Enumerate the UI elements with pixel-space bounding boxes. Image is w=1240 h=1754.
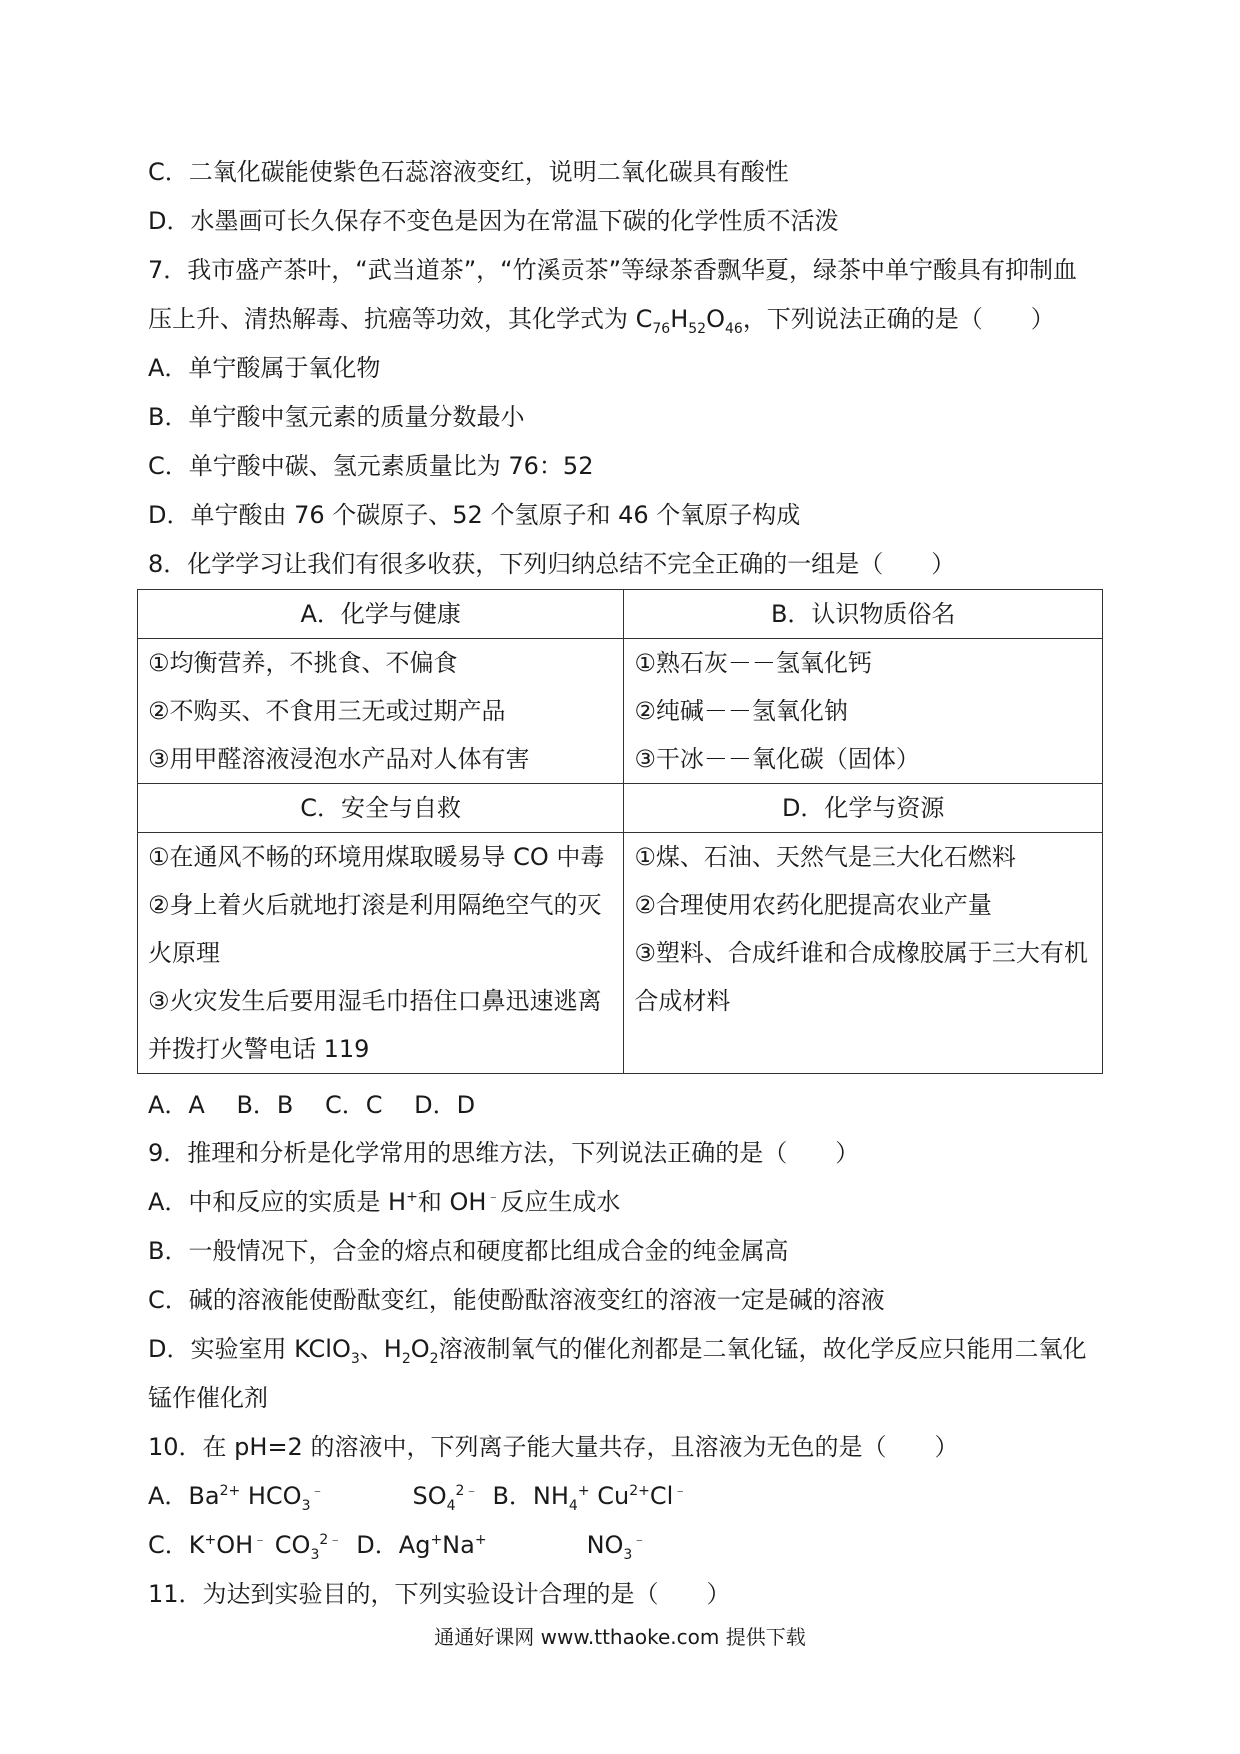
q8-cell-a — [138, 639, 624, 784]
q8-cell-c — [138, 833, 624, 1074]
q8-c-item-3: ③火灾发生后要用湿毛巾捂住口鼻迅速逃离并拨打火警电话 119 — [148, 987, 602, 1063]
q8-a-item-3: ③用甲醛溶液浸泡水产品对人体有害 — [148, 745, 530, 773]
q6-option-d: D．水墨画可长久保存不变色是因为在常温下碳的化学性质不活泼 — [148, 207, 839, 235]
q8-stem: 8．化学学习让我们有很多收获，下列归纳总结不完全正确的一组是（ ） — [148, 550, 956, 578]
q8-c-item-1: ①在通风不畅的环境用煤取暖易导 CO 中毒 — [148, 843, 605, 871]
q8-d-item-3: ③塑料、合成纤谁和合成橡胶属于三大有机合成材料 — [634, 939, 1088, 1015]
q8-c-item-2: ②身上着火后就地打滚是利用隔绝空气的灭火原理 — [148, 891, 602, 967]
q8-options: A．A B．B C．C D．D — [148, 1091, 476, 1119]
q10-options-cd: C．K+OH﹣ $CO_3^{2﹣}$ D．Ag+Na+ $NO_3^﹣$ — [148, 1531, 647, 1563]
q8-header-b: B．认识物质俗名 — [624, 590, 1103, 639]
q8-cell-b — [624, 639, 1103, 784]
q8-table — [137, 589, 1103, 1074]
q8-d-item-2: ②合理使用农药化肥提高农业产量 — [634, 891, 992, 919]
q8-b-item-3: ③干冰－－氧化碳（固体） — [634, 745, 920, 773]
q10-options-ab: A．$Ba^{2+}$ $HCO_3^﹣$ $SO_4^{2﹣}$ B．$NH_4^+$ $Cu^{2+}Cl^﹣$ — [148, 1482, 688, 1514]
q7-option-c: C．单宁酸中碳、氢元素质量比为 76：52 — [148, 452, 594, 480]
q9-option-c: C．碱的溶液能使酚酞变红，能使酚酞溶液变红的溶液一定是碱的溶液 — [148, 1286, 885, 1314]
q8-b-item-1: ①熟石灰－－氢氧化钙 — [634, 649, 872, 677]
q8-d-item-1: ①煤、石油、天然气是三大化石燃料 — [634, 843, 1016, 871]
q9-option-b: B．一般情况下，合金的熔点和硬度都比组成合金的纯金属高 — [148, 1237, 789, 1265]
q7-stem-line2: 压上升、清热解毒、抗癌等功效，其化学式为 $C_{76}H_{52}O_{46}$，下列说法正确的是（ ） — [148, 305, 1055, 337]
q7-option-d: D．单宁酸由 76 个碳原子、52 个氢原子和 46 个氧原子构成 — [148, 501, 801, 529]
q9-option-d-line1: D．实验室用 KClO$_3$、$H_2O_2$溶液制氧气的催化剂都是二氧化锰，故化学反应只能用二氧化 — [148, 1335, 1087, 1367]
q11-stem: 11．为达到实验目的，下列实验设计合理的是（ ） — [148, 1580, 731, 1608]
q9-option-d-line2: 锰作催化剂 — [148, 1384, 268, 1412]
q8-cell-d — [624, 833, 1103, 1074]
q7-stem-line1: 7．我市盛产茶叶，“武当道茶”，“竹溪贡茶”等绿茶香飘华夏，绿茶中单宁酸具有抑制血 — [148, 256, 1078, 284]
q6-option-c: C．二氧化碳能使紫色石蕊溶液变红，说明二氧化碳具有酸性 — [148, 158, 789, 186]
q8-header-d: D．化学与资源 — [624, 784, 1103, 833]
q9-option-a: A．中和反应的实质是 H+和 OH﹣反应生成水 — [148, 1188, 621, 1216]
q8-a-item-1: ①均衡营养，不挑食、不偏食 — [148, 649, 458, 677]
q8-b-item-2: ②纯碱－－氢氧化钠 — [634, 697, 848, 725]
q9-stem: 9．推理和分析是化学常用的思维方法，下列说法正确的是（ ） — [148, 1139, 860, 1167]
page-footer: 通通好课网 www.tthaoke.com 提供下载 — [434, 1625, 806, 1649]
q7-option-b: B．单宁酸中氢元素的质量分数最小 — [148, 403, 525, 431]
q8-header-a: A．化学与健康 — [138, 590, 624, 639]
q7-option-a: A．单宁酸属于氧化物 — [148, 354, 381, 382]
q8-header-c: C．安全与自救 — [138, 784, 624, 833]
q8-a-item-2: ②不购买、不食用三无或过期产品 — [148, 697, 506, 725]
q10-stem: 10．在 pH=2 的溶液中，下列离子能大量共存，且溶液为无色的是（ ） — [148, 1433, 959, 1461]
